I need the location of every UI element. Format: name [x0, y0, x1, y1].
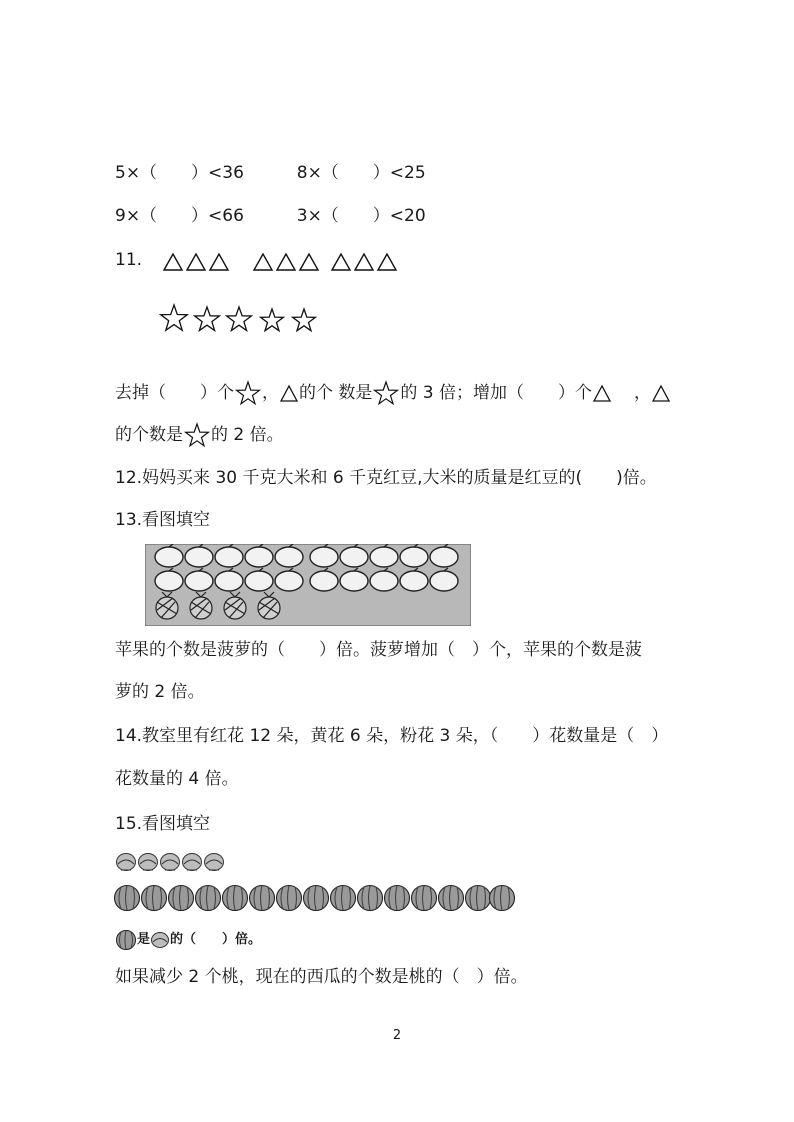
- star-icon: [227, 307, 252, 331]
- page-number: 2: [392, 1028, 402, 1043]
- inequality-row-1: [115, 161, 426, 185]
- star-icon: [195, 307, 220, 331]
- peach-icon: [117, 854, 136, 871]
- watermelon-icon: [223, 886, 248, 911]
- star-icon: [161, 305, 188, 330]
- watermelon-row: [113, 883, 515, 913]
- watermelon-icon: [196, 886, 221, 911]
- star-icon: [372, 379, 400, 407]
- watermelon-icon: [115, 929, 137, 951]
- peach-row: [115, 850, 230, 872]
- q13-title: 13.看图填空: [115, 510, 211, 530]
- q11-number: 11.: [115, 250, 143, 270]
- q15-question: 如果减少 2 个桃，现在的西瓜的个数是桃的（ ）倍。: [115, 967, 528, 987]
- q13-line1: 苹果的个数是菠萝的（ ）倍。菠萝增加（ ）个，苹果的个数是菠: [115, 640, 642, 660]
- star-row: [158, 302, 323, 336]
- q15-caption: 是 的（ ）倍。: [115, 928, 261, 952]
- watermelon-icon: [115, 886, 140, 911]
- q13-line2: 萝的 2 倍。: [115, 682, 205, 702]
- watermelon-icon: [169, 886, 194, 911]
- triangle-icon: [164, 254, 182, 270]
- star-icon: [234, 379, 262, 407]
- peach-icon: [205, 854, 224, 871]
- triangle-icon: [332, 254, 350, 270]
- q14-line2: 花数量的 4 倍。: [115, 769, 239, 789]
- star-icon: [293, 309, 316, 331]
- watermelon-icon: [142, 886, 167, 911]
- inequality-3x: 3×（ ）<20: [296, 206, 426, 226]
- peach-icon: [150, 930, 170, 950]
- q11-sentence-line2: 的个数是 的 2 倍。: [115, 421, 284, 449]
- watermelon-icon: [439, 886, 464, 911]
- watermelon-icon: [466, 886, 491, 911]
- peach-icon: [139, 854, 158, 871]
- triangle-groups: [160, 250, 410, 274]
- q15-title: 15.看图填空: [115, 814, 211, 834]
- watermelon-icon: [412, 886, 437, 911]
- watermelon-icon: [277, 886, 302, 911]
- q12-question: 12.妈妈买来 30 千克大米和 6 千克红豆,大米的质量是红豆的( )倍。: [115, 468, 657, 488]
- inequality-8x: 8×（ ）<25: [296, 163, 426, 183]
- triangle-icon: [300, 254, 318, 270]
- q14-line1: 14.教室里有红花 12 朵，黄花 6 朵，粉花 3 朵，（ ）花数量是（ ）: [115, 726, 669, 746]
- q11-sentence-line1: 去掉（ ）个 ， 的个 数是 的 3 倍；增加（ ）个 ，: [115, 379, 671, 407]
- peach-icon: [183, 854, 202, 871]
- triangle-icon: [279, 383, 299, 403]
- inequality-9x: 9×（ ）<66: [115, 206, 244, 226]
- watermelon-icon: [385, 886, 410, 911]
- watermelon-icon: [304, 886, 329, 911]
- triangle-icon: [651, 383, 671, 403]
- triangle-icon: [254, 254, 272, 270]
- peach-icon: [161, 854, 180, 871]
- inequality-row-2: [115, 204, 426, 228]
- watermelon-icon: [250, 886, 275, 911]
- apples-pineapples-picture: [145, 544, 471, 626]
- triangle-icon: [592, 383, 612, 403]
- inequality-5x: 5×（ ）<36: [115, 163, 244, 183]
- star-icon: [183, 421, 211, 449]
- watermelon-icon: [331, 886, 356, 911]
- triangle-icon: [355, 254, 373, 270]
- watermelon-icon: [358, 886, 383, 911]
- star-icon: [261, 309, 284, 331]
- triangle-icon: [378, 254, 396, 270]
- triangle-icon: [210, 254, 228, 270]
- watermelon-icon: [490, 886, 515, 911]
- triangle-icon: [187, 254, 205, 270]
- triangle-icon: [277, 254, 295, 270]
